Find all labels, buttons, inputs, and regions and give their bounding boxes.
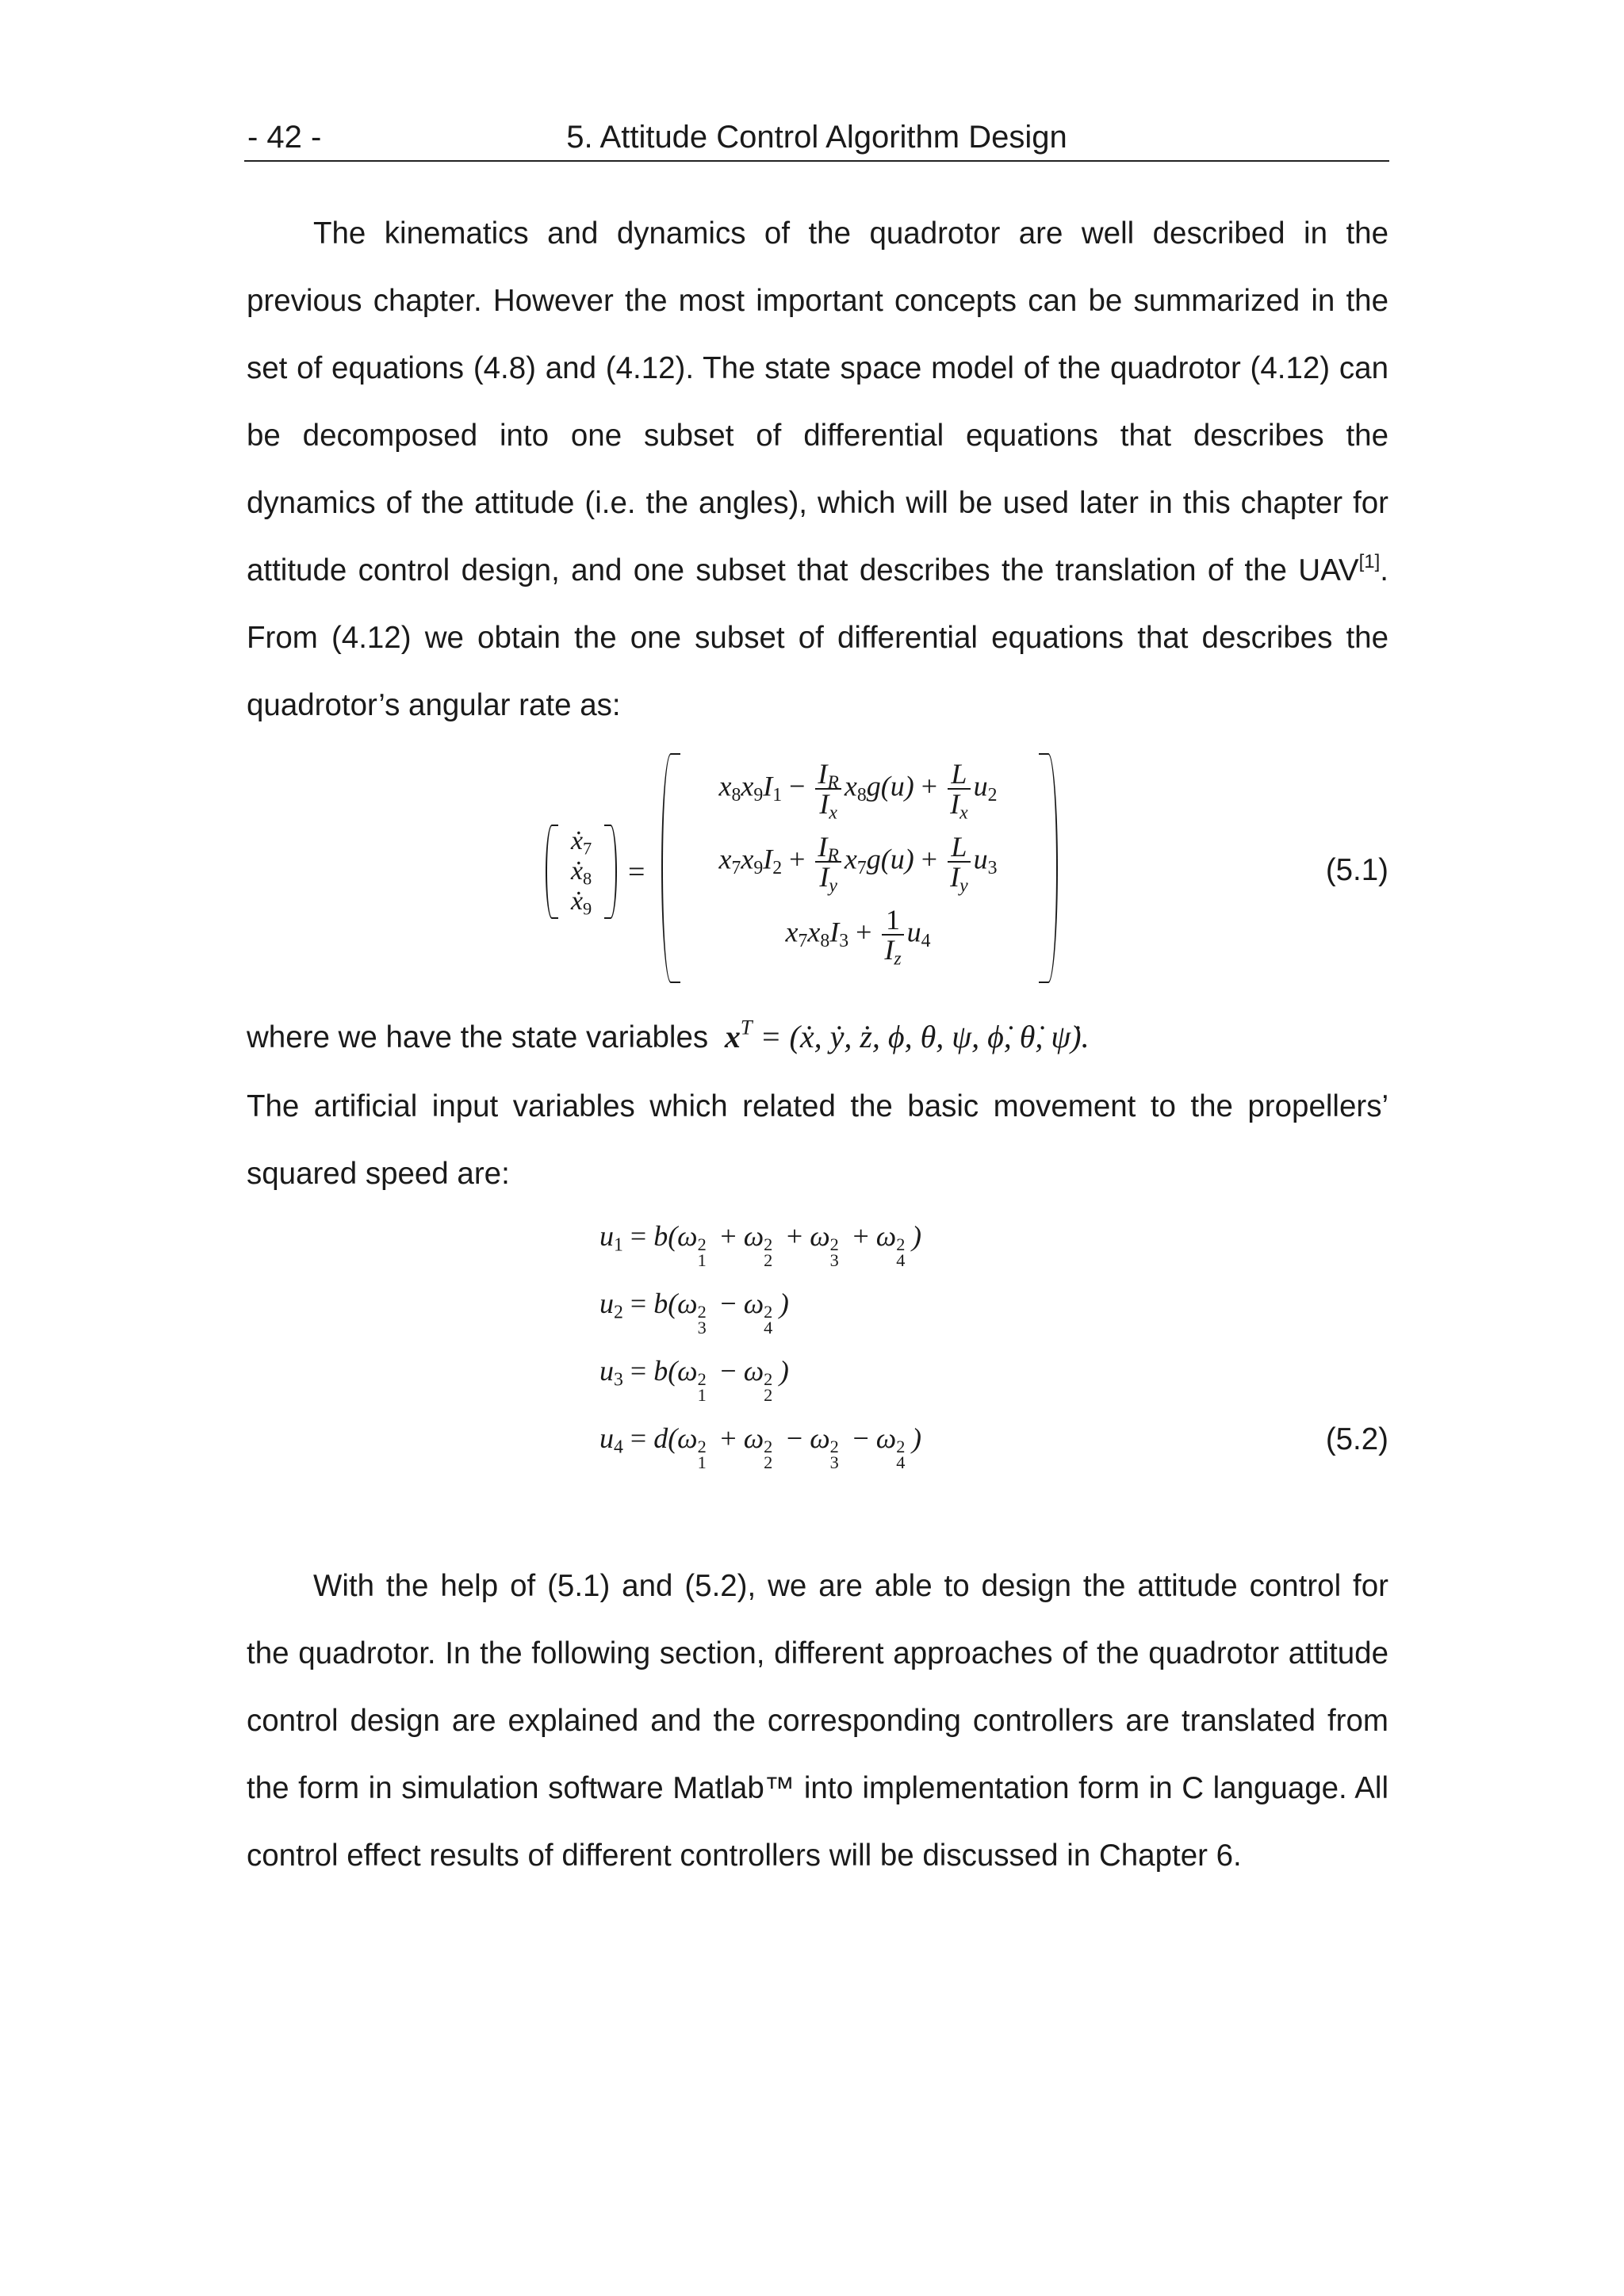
paragraph-conclusion bbox=[247, 1552, 1388, 1889]
input-u4: $u_4 = d(\omega$ 2 1 + ω 2 2 − ω 2 3 − ω 2 4 ) bbox=[599, 1422, 921, 1472]
paragraph-intro-text-cont: . From (4.12) we obtain the one subset of differential equations that describes the quadrotor’s angular rate as: bbox=[247, 553, 1388, 722]
equation-label-5-1: (5.1) bbox=[1325, 853, 1388, 887]
input-u3: $u_3 = b(\omega$ 2 1 − ω 2 2 ) bbox=[599, 1355, 789, 1405]
state-vector-expression: = (ẋ, ẏ, ż, ϕ, θ, ψ, ϕ̇, θ̇, ψ̇). bbox=[760, 1019, 1090, 1054]
paragraph-intro-text: The kinematics and dynamics of the quadrotor are well described in the previous chapter. However the most important concepts can be summarized in the set of equations (4.8) and (4.12). The state space model of the quadrotor (4.12) can be decomposed into one subset of differential equations that describes the dynamics of the attitude (i.e. the angles), which will be used later in this chapter for attitude control design, and one subset that describes the translation of the UAV bbox=[247, 216, 1388, 587]
citation-ref: [1] bbox=[1358, 551, 1381, 572]
equation-label-5-2: (5.2) bbox=[1325, 1422, 1388, 1456]
state-derivative-vector: ẋ$_7$ ẋ$_8$ ẋ$_9$ bbox=[546, 825, 617, 916]
equation-5-1: ẋ$_7$ ẋ$_8$ ẋ$_9$ = $x_8x_9I_1$ − $\frac{I_R}{I_x}$ $x_8g(u)$ + $\frac{L}{I_x}$ $u_2$ $x_7x_9I_2$ + $\frac{I_R}{I_y}$ $x_7g(u)$ + $\frac{L}{I_y}$ $u_3$ $x_7x_8I_3$ + $\frac{1}{I_z}$ $u_4$ bbox=[546, 753, 1061, 983]
dynamics-row-2: $x_7x_9I_2$ + $\frac{I_R}{I_y}$ $x_7g(u)$ + $\frac{L}{I_y}$ $u_3$ bbox=[718, 831, 998, 897]
paragraph-inputs: The artificial input variables which related the basic movement to the propellers’ squared speed are: bbox=[247, 1089, 1388, 1191]
page-header bbox=[244, 117, 1389, 162]
dynamics-row-1: $x_8x_9I_1$ − $\frac{I_R}{I_x}$ $x_8g(u)$ + $\frac{L}{I_x}$ $u_2$ bbox=[718, 758, 998, 824]
chapter-title: 5. Attitude Control Algorithm Design bbox=[566, 120, 1067, 155]
dynamics-vector bbox=[661, 753, 1058, 983]
paragraph-conclusion-text: With the help of (5.1) and (5.2), we are able to design the attitude control for the quadrotor. In the following section, different approaches of the quadrotor attitude control design are explained and the corresponding controllers are translated from the form in simulation software Matlab™ into implementation form in C language. All control effect results of different controllers will be discussed in Chapter 6. bbox=[247, 1569, 1388, 1873]
dynamics-row-3: $x_7x_8I_3$ + $\frac{1}{I_z}$ $u_4$ bbox=[785, 904, 931, 970]
state-variables-lead: where we have the state variables bbox=[247, 1020, 709, 1054]
state-vector-symbol: $x^T$ bbox=[724, 1015, 753, 1054]
input-u2: $u_2 = b(\omega$ 2 3 − ω 2 4 ) bbox=[599, 1288, 789, 1337]
state-variables-line bbox=[247, 1005, 1090, 1070]
paragraph-intro bbox=[247, 200, 1388, 739]
input-u1: $u_1 = b(\omega$ 2 1 + ω 2 2 + ω 2 3 + ω 2 4 ) bbox=[599, 1220, 921, 1270]
page-number: - 42 - bbox=[247, 120, 322, 155]
